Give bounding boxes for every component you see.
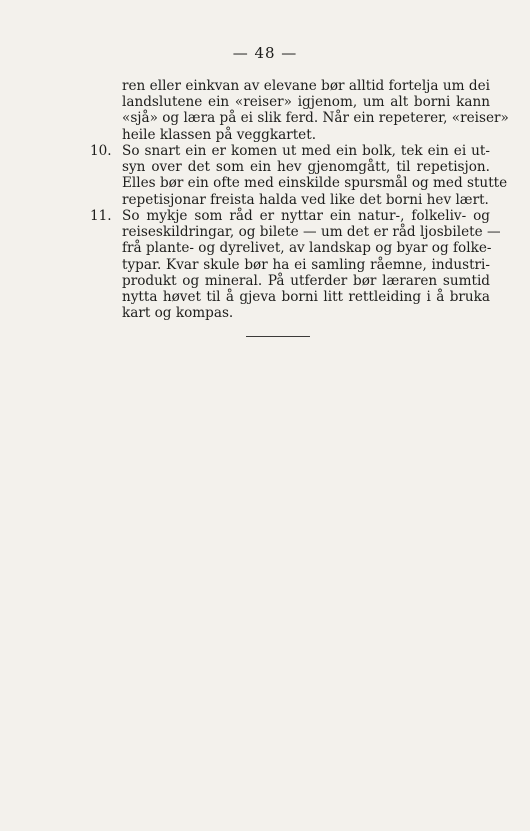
paragraph-item-10 — [122, 143, 508, 208]
text-line: landslutene ein «reiser» igjenom, um alt borni kann — [122, 94, 490, 111]
text-line: heile klassen på veggkartet. — [122, 126, 317, 143]
text-line: So snart ein er komen ut med ein bolk, tek ein ei ut- — [122, 143, 490, 159]
text-line: Elles bør ein ofte med einskilde spursmål og med stutte — [122, 175, 508, 192]
text-line: repetisjonar freista halda ved like det borni hev lært. — [122, 191, 489, 208]
text-line: syn over det som ein hev gjenomgått, til repetisjon. — [122, 159, 490, 176]
text-line: ren eller einkvan av elevane bør alltid fortelja um dei — [122, 78, 490, 94]
text-line: nytta høvet til å gjeva borni litt rettleiding i å bruka — [122, 289, 490, 306]
text-line: «sjå» og læra på ei slik ferd. Når ein repeterer, «reiser» — [122, 110, 509, 127]
page-number: — 48 — — [232, 44, 298, 62]
paragraph-item-11 — [122, 208, 501, 322]
item-number-11: 11. — [90, 208, 112, 224]
text-line: kart og kompas. — [122, 305, 234, 322]
text-line: So mykje som råd er nyttar ein natur-, folkeliv- og — [122, 208, 490, 224]
text-line: typar. Kvar skule bør ha ei samling råemne, industri- — [122, 256, 490, 273]
text-line: frå plante- og dyrelivet, av landskap og byar og folke- — [122, 240, 492, 257]
text-line: reiseskildringar, og bilete — um det er råd ljosbilete — — [122, 224, 501, 241]
section-divider — [246, 336, 310, 337]
item-number-10: 10. — [90, 143, 112, 159]
text-line: produkt og mineral. På utferder bør læraren sumtid — [122, 272, 490, 289]
continued-paragraph — [122, 78, 509, 143]
